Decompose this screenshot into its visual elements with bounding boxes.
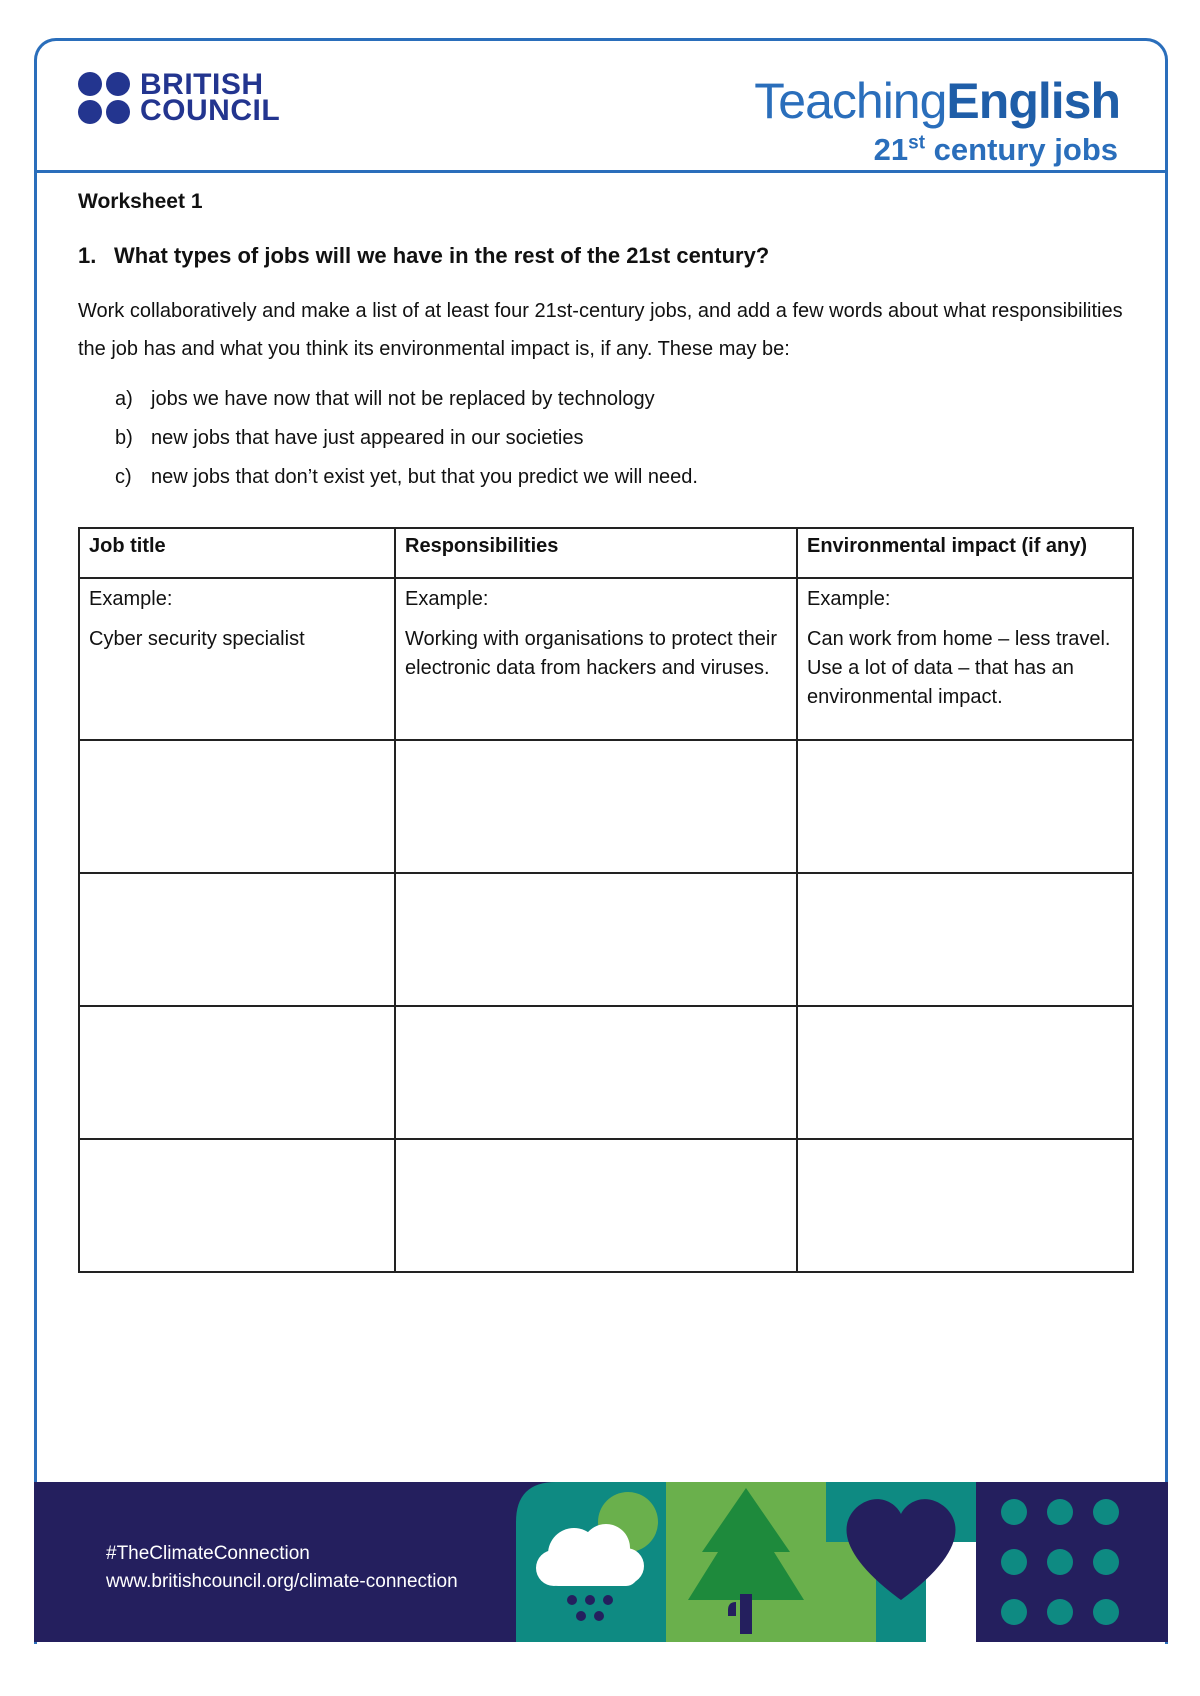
worksheet-title: Worksheet 1 <box>78 190 203 213</box>
topic-subtitle <box>874 132 1118 168</box>
example-impact-cell <box>797 578 1133 740</box>
option-text: new jobs that don’t exist yet, but that you predict we will need. <box>151 466 698 488</box>
answer-cell-job[interactable] <box>79 1006 395 1139</box>
table-row <box>79 1006 1133 1139</box>
example-responsibilities-cell <box>395 578 797 740</box>
example-label: Example: <box>807 588 891 610</box>
table-row <box>79 873 1133 1006</box>
instructions-paragraph: Work collaboratively and make a list of at least four 21st-century jobs, and add a few words about what responsibilities the job has and what you think its environmental impact is, if any. These may be: <box>78 300 1123 360</box>
table-row <box>79 1139 1133 1272</box>
jobs-table <box>78 527 1134 1273</box>
option-label: b) <box>115 427 133 449</box>
example-impact-line-2: Use a lot of data – that has an environmental impact. <box>807 657 1074 708</box>
teaching-english-title <box>754 72 1120 130</box>
header-responsibilities: Responsibilities <box>395 528 797 578</box>
dots-pattern-icon <box>976 1482 1168 1642</box>
example-impact-line-1: Can work from home – less travel. <box>807 628 1111 650</box>
question-number: 1. <box>78 243 97 268</box>
list-item <box>115 466 698 505</box>
example-responsibilities: Working with organisations to protect their electronic data from hackers and viruses. <box>405 628 778 679</box>
subtitle-ordinal: st <box>908 132 926 154</box>
answer-cell-responsibilities[interactable] <box>395 1006 797 1139</box>
footer-banner <box>34 1482 1168 1642</box>
brand-line-2: COUNCIL <box>140 94 281 127</box>
british-council-logo <box>78 68 281 127</box>
question-text: What types of jobs will we have in the rest of the 21st century? <box>114 243 770 268</box>
options-list <box>115 388 698 505</box>
header-job-title: Job title <box>79 528 395 578</box>
header-environmental-impact: Environmental impact (if any) <box>797 528 1133 578</box>
option-label: c) <box>115 466 132 488</box>
footer-text <box>106 1540 458 1596</box>
tree-icon <box>666 1482 826 1642</box>
list-item <box>115 427 698 466</box>
example-label: Example: <box>405 588 489 610</box>
site-name-light: Teaching <box>754 73 947 129</box>
footer-hashtag: #TheClimateConnection <box>106 1543 310 1564</box>
option-text: jobs we have now that will not be replaced by technology <box>151 388 655 410</box>
subtitle-rest: century jobs <box>925 132 1118 167</box>
header-divider <box>34 170 1168 173</box>
example-label: Example: <box>89 588 173 610</box>
answer-cell-impact[interactable] <box>797 873 1133 1006</box>
site-name-bold: English <box>946 73 1120 129</box>
answer-cell-responsibilities[interactable] <box>395 873 797 1006</box>
answer-cell-responsibilities[interactable] <box>395 1139 797 1272</box>
answer-cell-job[interactable] <box>79 873 395 1006</box>
answer-cell-impact[interactable] <box>797 740 1133 873</box>
answer-cell-job[interactable] <box>79 740 395 873</box>
footer-url[interactable]: www.britishcouncil.org/climate-connection <box>106 1571 458 1592</box>
table-row <box>79 740 1133 873</box>
rain-cloud-icon <box>516 1482 666 1642</box>
example-job-cell <box>79 578 395 740</box>
example-job: Cyber security specialist <box>89 628 305 650</box>
answer-cell-job[interactable] <box>79 1139 395 1272</box>
heart-icon <box>826 1482 976 1642</box>
option-text: new jobs that have just appeared in our societies <box>151 427 584 449</box>
brand-line-1: BRITISH <box>140 68 264 101</box>
subtitle-number: 21 <box>873 132 909 167</box>
table-row-example <box>79 578 1133 740</box>
answer-cell-impact[interactable] <box>797 1139 1133 1272</box>
answer-cell-responsibilities[interactable] <box>395 740 797 873</box>
question-heading <box>78 243 769 269</box>
answer-cell-impact[interactable] <box>797 1006 1133 1139</box>
table-header-row <box>79 528 1133 578</box>
option-label: a) <box>115 388 133 410</box>
logo-dots-icon <box>78 72 130 124</box>
list-item <box>115 388 698 427</box>
